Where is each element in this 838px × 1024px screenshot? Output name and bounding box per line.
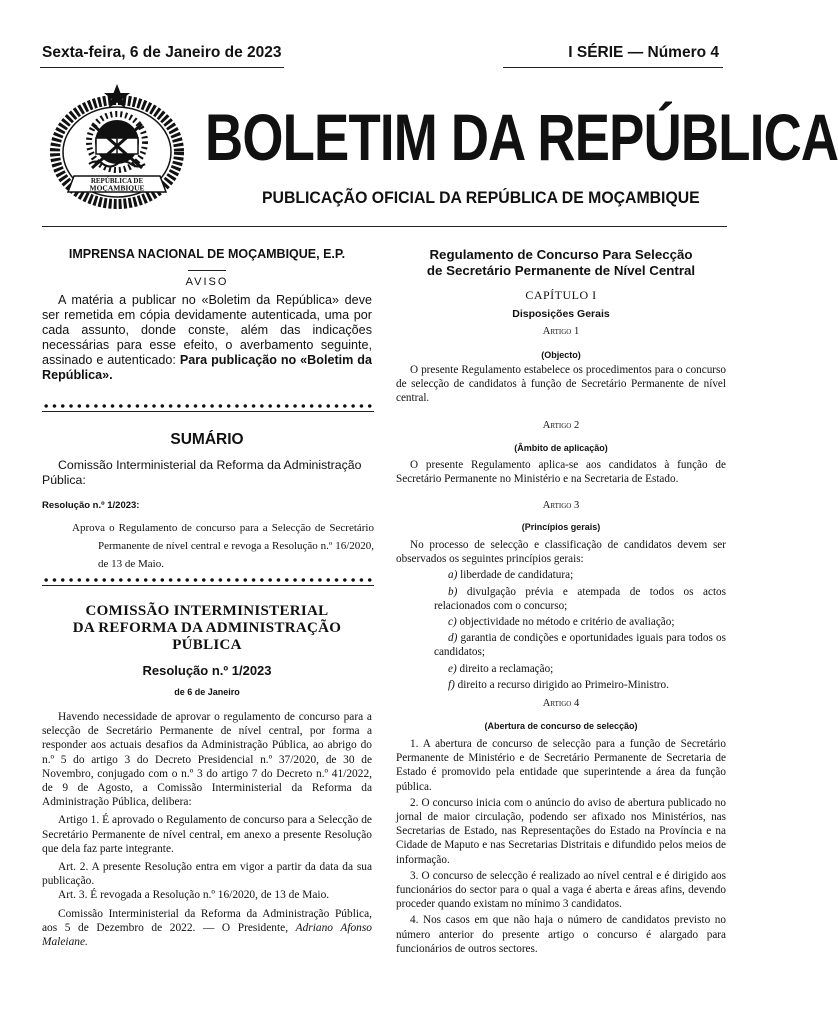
resolution-paragraph: Havendo necessidade de aprovar o regulamento de concurso para a selecção de Secretário Permanente de nível central, por forma a responder aos actuais desafios da Administração Pública, ao abrigo do n.º 5 do artigo 3 do Decreto Presidencial n.º 37/2020, de 30 de Novembro, conjugado com o n.º 3 do artigo 7 do Decreto n.º 41/2022, de 9 de Agosto, a Comissão Interministerial da Reforma da Administração Pública, delibera: [42, 711, 372, 809]
aviso-body [42, 293, 372, 383]
article-3-text [396, 538, 726, 694]
separator-rule [42, 585, 374, 586]
header-rule-left [40, 67, 284, 68]
article-3-intro: No processo de selecção e classificação de candidatos devem ser observados os seguintes princípios gerais: [396, 539, 726, 566]
issue-series-number: I SÉRIE — Número 4 [568, 44, 719, 61]
dotted-separator [42, 577, 374, 583]
list-item: d) garantia de condições e oportunidades iguais para todos os candidatos; [434, 632, 726, 659]
article-4-paragraph-1: 1. A abertura de concurso de selecção para a função de Secretário Permanente de Ministério e de Secretário Permanente de Secretaria de Estado é promovido pela entidade que superintende a área da função pública. [396, 738, 726, 793]
article-2-text: O presente Regulamento aplica-se aos candidatos à função de Secretário Permanente no Ministério e na Secretaria de Estado. [396, 459, 726, 486]
chapter-heading: CAPÍTULO I [525, 288, 597, 302]
article-1-text: O presente Regulamento estabelece os procedimentos para o concurso de selecção de candidatos à função de Secretário Permanente de nível central. [396, 364, 726, 405]
resolution-article-1: Artigo 1. É aprovado o Regulamento de concurso para a Selecção de Secretário Permanente de nível central, em anexo a presente Resolução que dela faz parte integrante. [42, 814, 372, 855]
resolution-body [42, 710, 372, 953]
article-1-heading: (Objecto) [541, 350, 581, 360]
article-4-heading: (Abertura de concurso de selecção) [484, 721, 638, 731]
summary-resolution-label: Resolução n.º 1/2023: [42, 500, 140, 511]
summary-entity: Comissão Interministerial da Reforma da Administração Pública: [42, 458, 362, 487]
national-emblem-icon [44, 80, 190, 212]
list-item: a) liberdade de candidatura; [448, 569, 574, 582]
article-4-paragraph-2: 2. O concurso inicia com o anúncio do aviso de abertura publicado no jornal de maior circulação, podendo ser afixado nos Ministérios, nas Secretarias de Estado, nas Representações do Estado na Província e na Cidade de Maputo e nas Secretarias Distritais e difundido pelos meios de informação. [396, 796, 726, 866]
summary-title: SUMÁRIO [170, 431, 244, 448]
regulation-title [396, 247, 726, 279]
aviso-title: AVISO [185, 276, 229, 288]
article-4-paragraph-3: 3. O concurso de selecção é realizado ao nível central e é dirigido aos funcionários do sector para o qual a vaga é aberta e áreas afins, devendo proceder quando existam no mínimo 3 candidatos. [396, 869, 726, 911]
emblem-text-line-1: REPÚBLICA DE [90, 177, 144, 185]
masthead-title: BOLETIM DA REPÚBLICA [205, 100, 838, 174]
masthead-rule [42, 226, 727, 227]
issue-date: Sexta-feira, 6 de Janeiro de 2023 [42, 44, 282, 61]
aviso-rule [188, 270, 226, 271]
signatory-name: Adriano Afonso Maleiane. [42, 921, 372, 949]
list-item: e) direito a reclamação; [448, 662, 554, 675]
article-2-heading: (Âmbito de aplicação) [514, 443, 608, 453]
article-4-text [396, 737, 726, 958]
article-1-label: Artigo 1 [542, 326, 580, 337]
article-4-label: Artigo 4 [542, 698, 580, 709]
list-item: b) divulgação prévia e atempada de todos os actos relacionados com o concurso; [434, 585, 726, 612]
chapter-subtitle: Disposições Gerais [512, 308, 610, 320]
publisher-name: IMPRENSA NACIONAL DE MOÇAMBIQUE, E.P. [68, 247, 346, 261]
article-3-heading: (Princípios gerais) [521, 522, 601, 532]
masthead-subtitle: PUBLICAÇÃO OFICIAL DA REPÚBLICA DE MOÇAMBIQUE [262, 188, 700, 207]
article-2-label: Artigo 2 [542, 420, 580, 431]
separator-rule [42, 411, 374, 412]
resolution-title: Resolução n.º 1/2023 [142, 663, 272, 678]
resolution-date: de 6 de Janeiro [174, 687, 240, 697]
list-item: f) direito a recurso dirigido ao Primeiro-Ministro. [448, 678, 669, 691]
summary-resolution-text: Aprova o Regulamento de concurso para a Selecção de Secretário Permanente de nível central e revoga a Resolução n.º 16/2020, de 13 de Maio. [72, 522, 374, 570]
article-3-label: Artigo 3 [542, 500, 580, 511]
commission-heading-line-1: COMISSÃO INTERMINISTERIAL [85, 603, 329, 619]
resolution-article-3: Art. 3. É revogada a Resolução n.º 16/2020, de 13 de Maio. [58, 889, 330, 902]
commission-heading [42, 603, 372, 654]
regulation-title-line-2: de Secretário Permanente de Nível Central [426, 263, 696, 278]
list-item: c) objectividade no método e critério de avaliação; [448, 616, 675, 629]
regulation-title-line-1: Regulamento de Concurso Para Selecção [429, 247, 693, 262]
commission-heading-line-3: PÚBLICA [172, 637, 242, 653]
resolution-article-2: Art. 2. A presente Resolução entra em vigor a partir da data da sua publicação. [42, 861, 372, 888]
resolution-signature: Comissão Interministerial da Reforma da Administração Pública, aos 5 de Dezembro de 2022. — O Presidente, Adriano Afonso Maleiane. [42, 907, 372, 949]
commission-heading-line-2: DA REFORMA DA ADMINISTRAÇÃO [72, 620, 342, 636]
aviso-text: A matéria a publicar no «Boletim da República» deve ser remetida em cópia devidamente autenticada, uma por cada assunto, donde conste, além das indicações necessárias para esse efeito, o averbamento seguinte, assinado e autenticado: [42, 293, 372, 367]
aviso-bold-text: Para publicação no «Boletim da República». [42, 353, 372, 382]
dotted-separator [42, 403, 374, 409]
header-rule-right [503, 67, 723, 68]
article-4-paragraph-4: 4. Nos casos em que não haja o número de candidatos previsto no número anterior do presente artigo o concurso é alargado para funcionários de outros sectores. [396, 914, 726, 955]
emblem-text-line-2: MOÇAMBIQUE [89, 183, 145, 193]
